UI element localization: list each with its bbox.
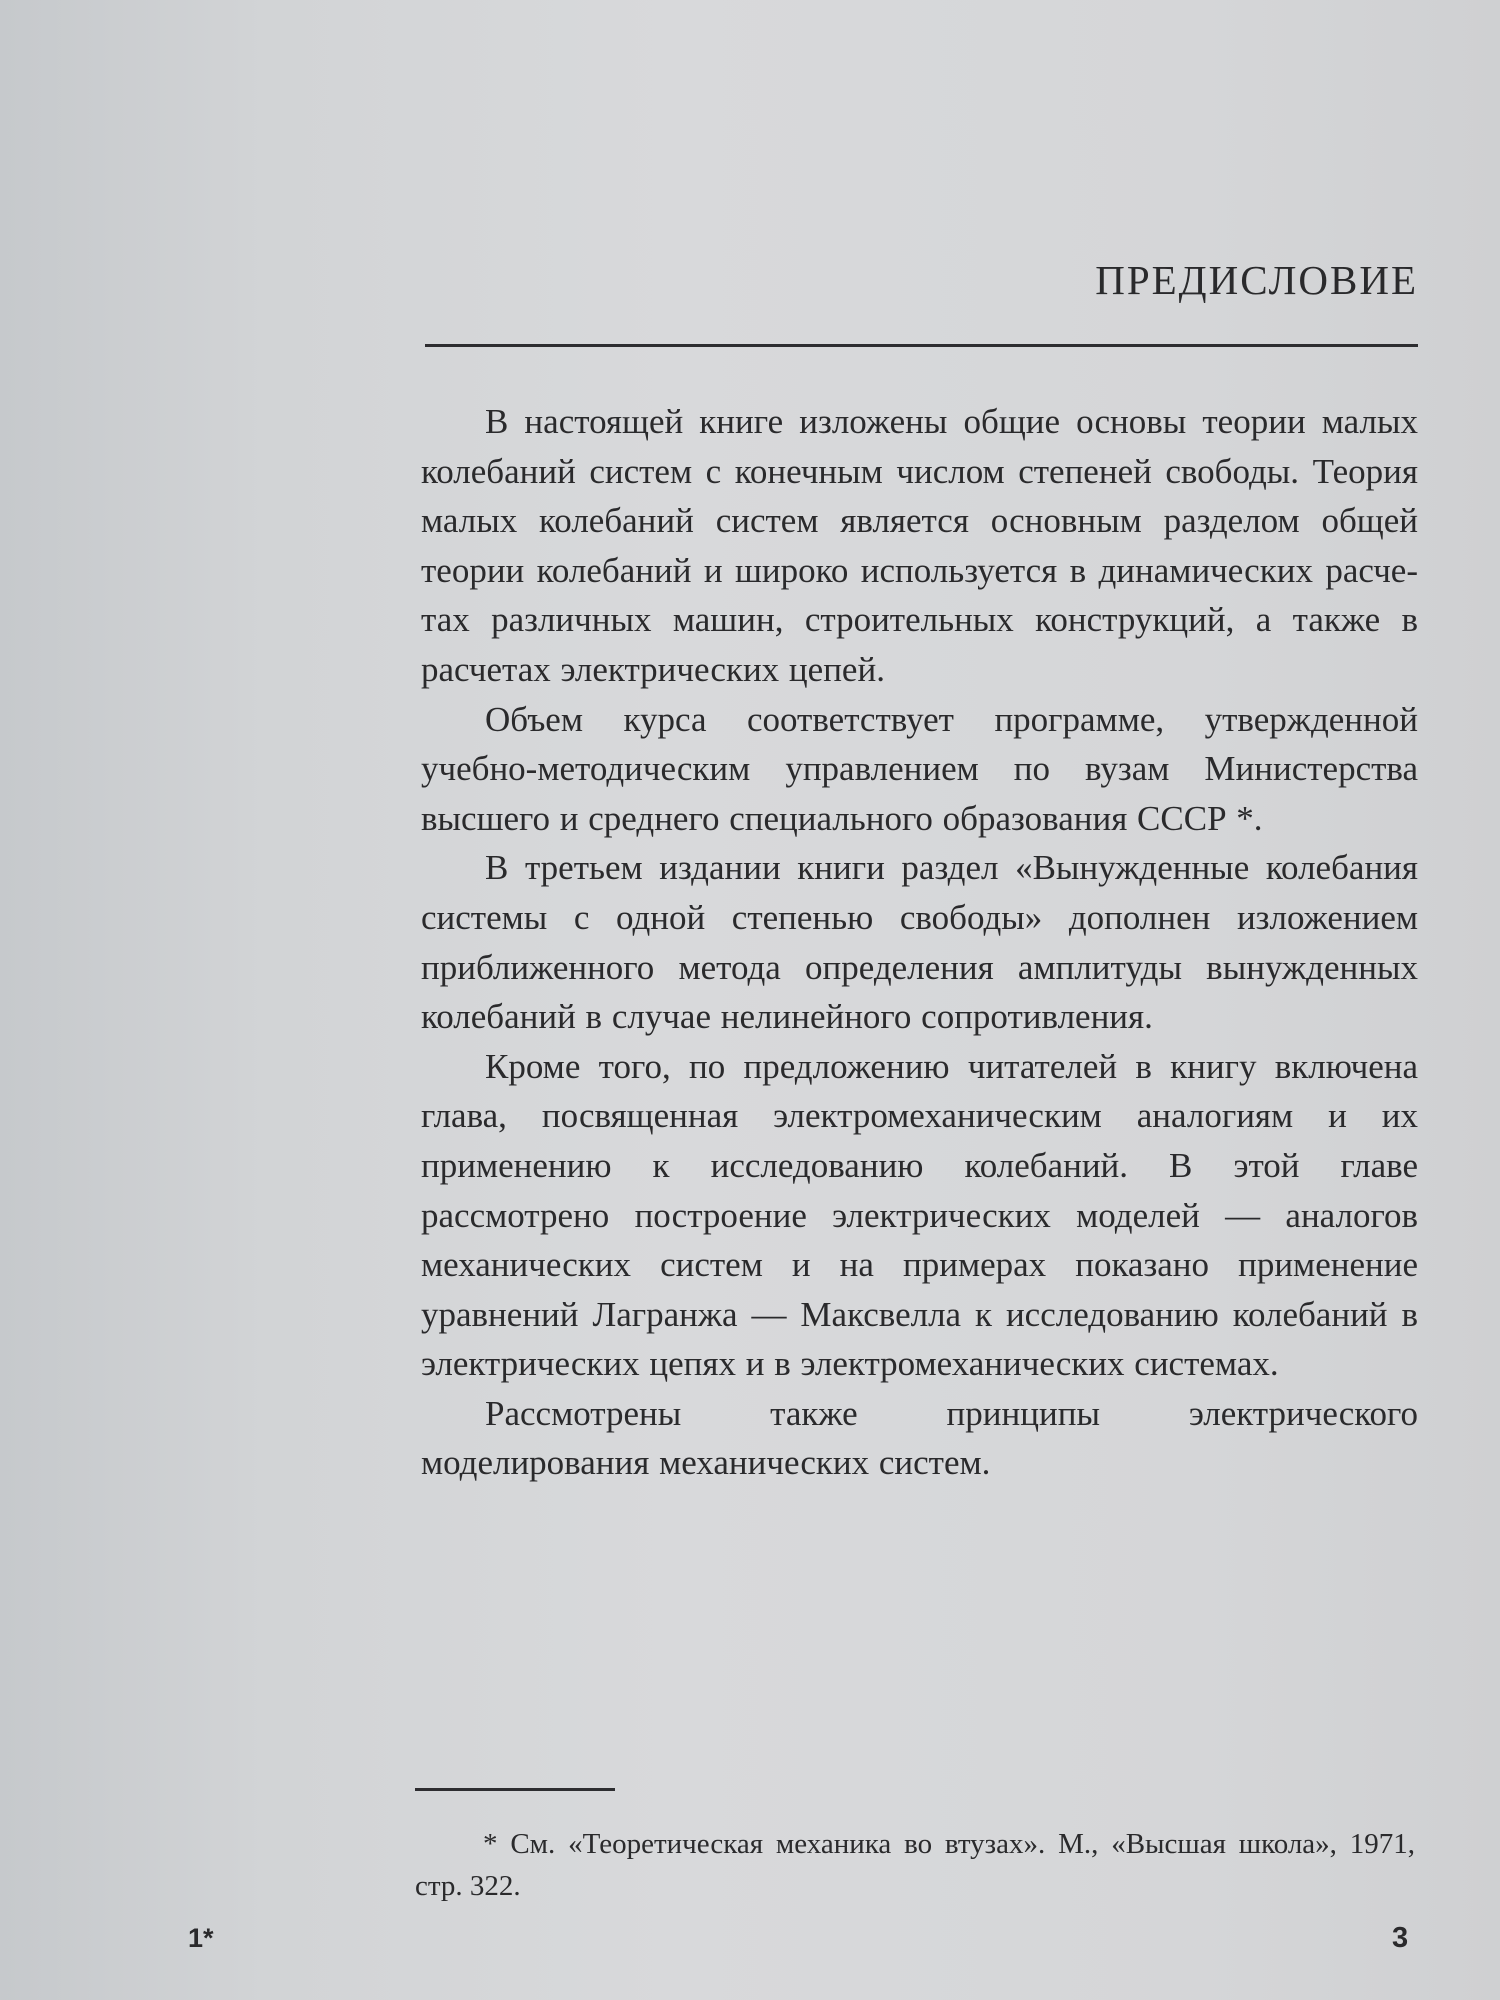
page-number: 3 [1392,1922,1409,1954]
heading-rule [425,344,1418,347]
paragraph-4: Кроме того, по предложению читателей в книгу включена глава, посвященная электромеханическим аналогиям и их применению к исследованию колебаний. В этой главе рассмотрено построение электрических моделей — аналогов механических систем и на примерах показано применение уравнений Лагранжа — Максвелла к исследованию колебаний в электрических цепях и в электромеханических системах. [421,1046,1418,1384]
footnote-rule [415,1788,615,1791]
paragraph-3: В третьем издании книги раздел «Вынужденные колебания системы с одной степенью свободы» дополнен изложением приближенного метода определения амплитуды вынужденных колебаний в случае нелинейного сопротивления. [421,848,1418,1037]
paragraph-2: Объем курса соответствует программе, утвержденной учебно-методическим управлением по вузам Министерства высшего и среднего специального образования СССР *. [421,699,1418,838]
page-heading: ПРЕДИСЛОВИЕ [1095,257,1418,303]
body-text [421,397,1418,1488]
paragraph-1: В настоящей книге изложены общие основы теории малых колебаний систем с конечным числом степеней свободы. Теория малых колебаний систем является основным разделом общей теории колебаний и широко используется в динамических расчетах различных машин, строительных конструкций, а также в расчетах электрических цепей. [421,402,1418,689]
signature-mark: 1* [188,1923,214,1953]
footnote: * См. «Теоретическая механика во втузах». М., «Высшая школа», 1971, стр. 322. [415,1828,1415,1902]
paragraph-5: Рассмотрены также принципы электрического моделирования механических систем. [421,1393,1418,1483]
